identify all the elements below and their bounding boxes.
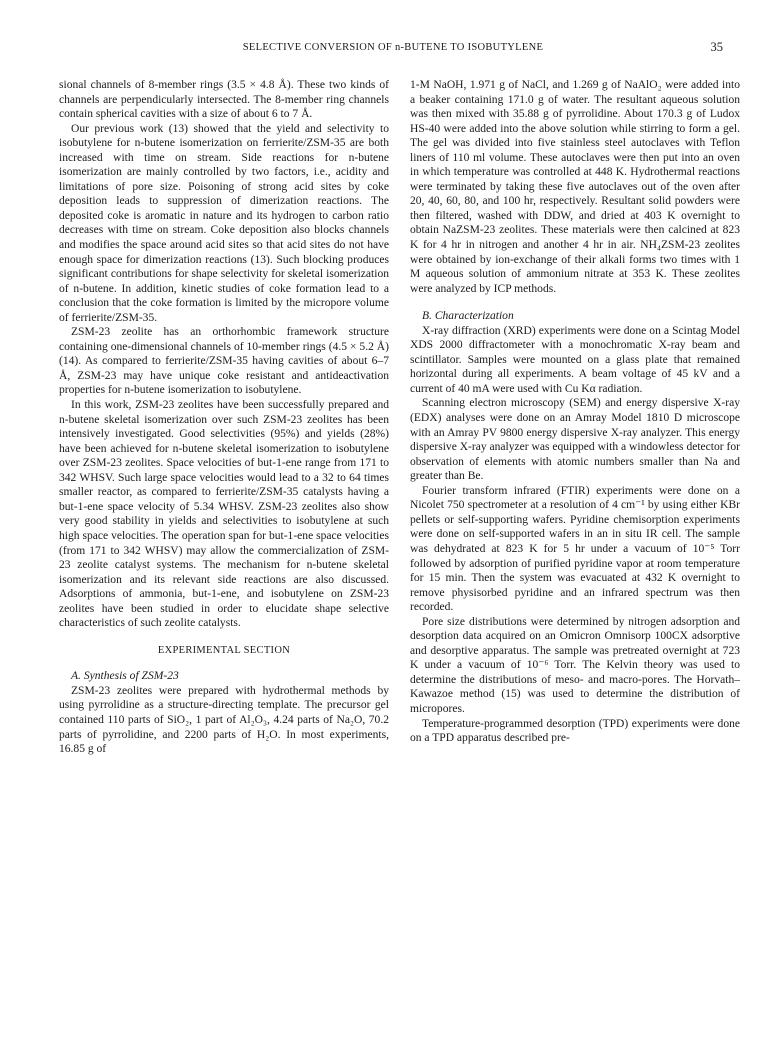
paragraph: Scanning electron microscopy (SEM) and energy dispersive X-ray (EDX) analyses were done on an Amray Model 1810 D microscope with an Amray PV 9800 energy dispersive X-ray analyzer. This energy dispersive X-ray analyzer was equipped with a windowless detector for observation of elements with atomic numbers smaller than Na and greater than Be. (410, 397, 740, 483)
right-column (410, 78, 740, 746)
paragraph: Pore size distributions were determined by nitrogen adsorption and desorption data acquired on an Omicron Omnisorp 100CX adsorptive and desorptive apparatus. The sample was pretreated overnight at 723 K under a vacuum of 10⁻⁶ Torr. The Kelvin theory was used to determine the distributions of meso- and macro-pores. The Horvath–Kawazoe method (15) was used to determine the distribution of micropores. (410, 615, 740, 715)
subsection-title: A. Synthesis of ZSM-23 (71, 670, 179, 683)
paragraph: X-ray diffraction (XRD) experiments were done on a Scintag Model XDS 2000 diffractometer with a monochromatic X-ray beam and scintillator. Samples were mounted on a glass plate that remained horizontal during all experiments. A beam voltage of 45 kV and a current of 40 mA were used with Cu Kα radiation. (410, 324, 740, 395)
paragraph: 1-M NaOH, 1.971 g of NaCl, and 1.269 g of NaAlO₂ were added into a beaker containing 171.0 g of water. The resultant aqueous solution was then mixed with 35.88 g of pyrrolidine. About 170.3 g of Ludox HS-40 were added into the above solution while stirring to form a gel. The gel was divided into five stainless steel autoclaves with Teflon liners of 110 ml volume. These autoclaves were then put into an oven in which temperature was controlled at 448 K. Hydrothermal reactions were terminated by taking these five autoclaves out of the oven after 20, 40, 60, 80, and 100 hr, respectively. Resultant solid powders were then filtered, washed with DDW, and dried at 403 K overnight to obtain NaZSM-23 zeolites. These materials were then calcined at 823 K for 4 hr in nitrogen and another 4 hr in air. NH₄ZSM-23 zeolites were obtained by ion-exchange of their alkali forms two times with 1 M aqueous solution of ammonium nitrate at 353 K. These zeolites were analyzed by ICP methods. (410, 79, 740, 295)
paragraph: In this work, ZSM-23 zeolites have been successfully prepared and n-butene skeletal isomerization over such ZSM-23 zeolites has been intensively investigated. Good selectivities (95%) and yields (28%) have been achieved for n-butene skeletal isomerization to isobutylene over ZSM-23 zeolites. Space velocities of but-1-ene range from 171 to 342 WHSV. Such large space velocities would lead to a 32 to 64 times smaller reactor, as compared to ferrierite/ZSM-35 catalysts having a but-1-ene space velocity of 5.34 WHSV. ZSM-23 zeolites also show very good stability in yields and selectivities to isobutylene at such high space velocities. The operation span for but-1-ene space velocities (from 171 to 342 WHSV) may allow the commercialization of ZSM-23 zeolite catalyst systems. The mechanism for n-butene skeletal isomerization and its relevant side reactions are also discussed. Adsorptions of ammonia, but-1-ene, and isobutylene on ZSM-23 zeolites have been studied in order to elucidate shape selective characteristics of such zeolite catalysts. (59, 399, 389, 630)
paragraph: sional channels of 8-member rings (3.5 × 4.8 Å). These two kinds of channels are perpendicularly intersected. The 8-member ring channels contain spherical cavities with a size of about 6 to 7 Å. (59, 79, 389, 121)
section-title: EXPERIMENTAL SECTION (157, 644, 291, 656)
page-number: 35 (710, 40, 723, 54)
running-title: SELECTIVE CONVERSION OF n-BUTENE TO ISOBUTYLENE (242, 42, 544, 53)
paragraph: Temperature-programmed desorption (TPD) experiments were done on a TPD apparatus described pre- (410, 717, 740, 745)
paragraph: Fourier transform infrared (FTIR) experiments were done on a Nicolet 750 spectrometer at a resolution of 4 cm⁻¹ by using either KBr pellets or self-supporting wafers. Pyridine chemisorption experiments were done on self-supported wafers in an in situ IR cell. The sample was dehydrated at 823 K for 5 hr under a vacuum of 10⁻⁵ Torr followed by adsorption of purified pyridine vapor at room temperature for 15 min. Then the system was evacuated at 432 K overnight to remove physisorbed pyridine and an infrared spectrum was then recorded. (410, 484, 740, 614)
paragraph: Our previous work (13) showed that the yield and selectivity to isobutylene for n-butene isomerization on ferrierite/ZSM-35 are both increased with time on stream. Side reactions for n-butene isomerization are mainly controlled by two factors, i.e., acidity and limitations of pore size. Poisoning of strong acid sites by coke deposition leads to suppression of dimerization reactions. The deposited coke is aromatic in nature and its hydrogen to carbon ratio decreases with time on stream. Coke deposition also blocks channels and modifies the space around acid sites so that acid sites do not have enough space for dimerization reactions (13). Such blocking produces significant contributions for shape selectivity for skeletal isomerization of n-butene. In addition, kinetic studies of coke formation lead to a conclusion that the coke formation is limited by the micropore volume of ferrierite/ZSM-35. (59, 122, 389, 324)
paragraph: ZSM-23 zeolite has an orthorhombic framework structure containing one-dimensional channels of 10-member rings (4.5 × 5.2 Å) (14). As compared to ferrierite/ZSM-35 having cavities of about 6–7 Å, ZSM-23 may have unique coke resistant and antideactivation properties for n-butene isomerization to isobutylene. (59, 326, 389, 397)
paragraph: ZSM-23 zeolites were prepared with hydrothermal methods by using pyrrolidine as a structure-directing template. The precursor gel contained 110 parts of SiO₂, 1 part of Al₂O₃, 4.24 parts of Na₂O, 70.2 parts of pyrrolidine, and 2200 parts of H₂O. In most experiments, 16.85 g of (59, 684, 389, 756)
subsection-title: B. Characterization (422, 310, 514, 323)
left-column (59, 78, 389, 757)
